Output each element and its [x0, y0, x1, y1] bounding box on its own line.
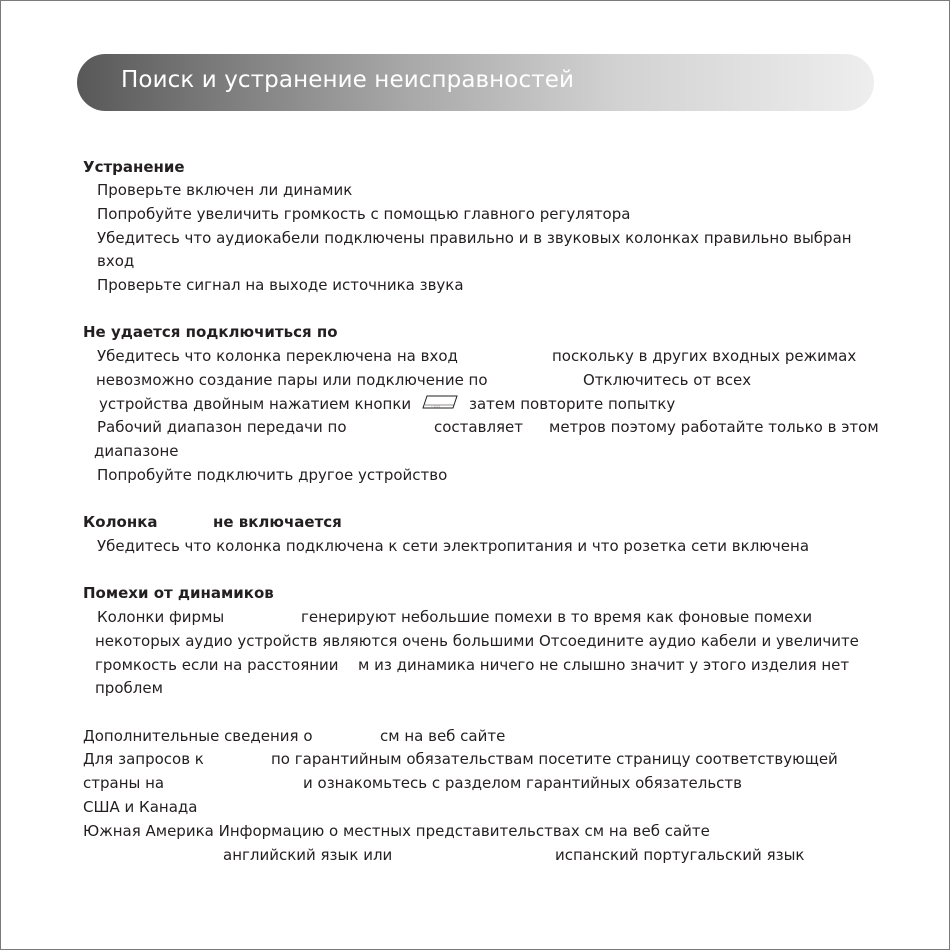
power-heading-a: Колонка: [83, 513, 158, 531]
sound-heading: Устранение: [83, 158, 185, 176]
info-line-1b: см на веб сайте: [380, 727, 506, 745]
power-line-1: Убедитесь что колонка подключена к сети электропитания и что розетка сети включена: [97, 537, 810, 555]
info-line-6b: испанский португальский язык: [555, 846, 805, 864]
info-line-6a: английский язык или: [223, 846, 393, 864]
noise-line-1b: генерируют небольшие помехи в то время как фоновые помехи: [301, 608, 813, 626]
pairing-line-5: Попробуйте подключить другое устройство: [97, 466, 448, 484]
noise-line-1a: Колонки фирмы: [97, 608, 225, 626]
info-line-3a: страны на: [83, 774, 165, 792]
pairing-line-1b: поскольку в других входных режимах: [552, 347, 857, 365]
info-line-2a: Для запросов к: [83, 750, 204, 768]
info-line-5: Южная Америка Информацию о местных представительствах см на веб сайте: [83, 822, 710, 840]
pairing-heading: Не удается подключиться по: [83, 323, 338, 341]
pairing-line-4d: диапазоне: [94, 442, 179, 460]
svg-text:◦ ○ ○: ◦ ○ ○: [431, 404, 440, 409]
info-line-1a: Дополнительные сведения о: [83, 727, 313, 745]
noise-line-3a: громкость если на расстоянии: [95, 656, 339, 674]
info-line-3b: и ознакомьтесь с разделом гарантийных обязательств: [303, 774, 742, 792]
info-line-2b: по гарантийным обязательствам посетите страницу соответствующей: [271, 750, 838, 768]
sound-line-3: Убедитесь что аудиокабели подключены правильно и в звуковых колонках правильно выбран: [97, 229, 852, 247]
noise-line-2: некоторых аудио устройств являются очень большими Отсоедините аудио кабели и увеличите: [95, 632, 859, 650]
multifunction-button-icon: [422, 395, 458, 409]
page-title: Поиск и устранение неисправностей: [121, 67, 575, 93]
pairing-line-3a: устройства двойным нажатием кнопки: [99, 395, 412, 413]
pairing-line-2b: Отключитесь от всех: [583, 371, 752, 389]
pairing-line-4b: составляет: [434, 418, 524, 436]
pairing-line-2a: невозможно создание пары или подключение по: [96, 371, 488, 389]
pairing-line-1a: Убедитесь что колонка переключена на вход: [97, 347, 458, 365]
sound-line-3b: вход: [97, 252, 135, 270]
sound-line-1: Проверьте включен ли динамик: [97, 181, 353, 199]
sound-line-2: Попробуйте увеличить громкость с помощью главного регулятора: [97, 205, 631, 223]
noise-heading: Помехи от динамиков: [83, 584, 274, 602]
noise-line-4: проблем: [95, 679, 163, 697]
power-heading-b: не включается: [213, 513, 342, 531]
pairing-line-3b: затем повторите попытку: [469, 395, 676, 413]
noise-line-3b: м из динамика ничего не слышно значит у этого изделия нет: [358, 656, 850, 674]
section-header-bar: [77, 54, 874, 111]
pairing-line-4c: метров поэтому работайте только в этом: [549, 418, 879, 436]
info-line-4: США и Канада: [83, 798, 198, 816]
pairing-line-4a: Рабочий диапазон передачи по: [97, 418, 347, 436]
sound-line-4: Проверьте сигнал на выходе источника звука: [97, 276, 464, 294]
